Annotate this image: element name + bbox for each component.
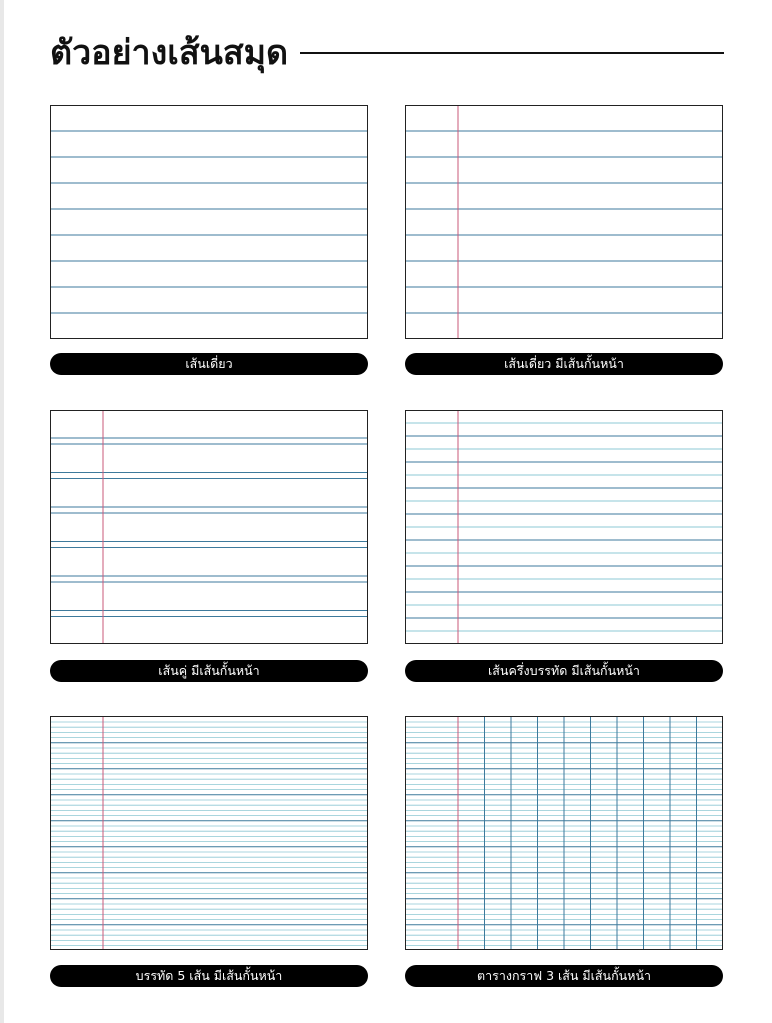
paper-preview [50,410,368,644]
sample-caption: เส้นเดี่ยว [50,353,368,375]
paper-preview [50,105,368,339]
sample-caption: บรรทัด 5 เส้น มีเส้นกั้นหน้า [50,965,368,987]
page-title: ตัวอย่างเส้นสมุด [50,33,289,73]
title-row [50,28,724,78]
title-rule [300,52,724,54]
paper-preview [405,105,723,339]
paper-preview [405,716,723,950]
sample-caption: เส้นเดี่ยว มีเส้นกั้นหน้า [405,353,723,375]
sample-double-line-margin [50,410,368,678]
sample-half-line-margin [405,410,723,678]
sample-graph-margin [405,716,723,983]
paper-preview [405,410,723,644]
paper-preview [50,716,368,950]
page-edge [0,0,4,1023]
paper-frame [406,106,723,339]
sample-single-line-margin [405,105,723,371]
sample-caption: เส้นคู่ มีเส้นกั้นหน้า [50,660,368,682]
sample-five-line-margin [50,716,368,983]
sample-caption: ตารางกราฟ 3 เส้น มีเส้นกั้นหน้า [405,965,723,987]
paper-frame [51,411,368,644]
sample-single-line [50,105,368,371]
sample-caption: เส้นครึ่งบรรทัด มีเส้นกั้นหน้า [405,660,723,682]
paper-frame [51,106,368,339]
